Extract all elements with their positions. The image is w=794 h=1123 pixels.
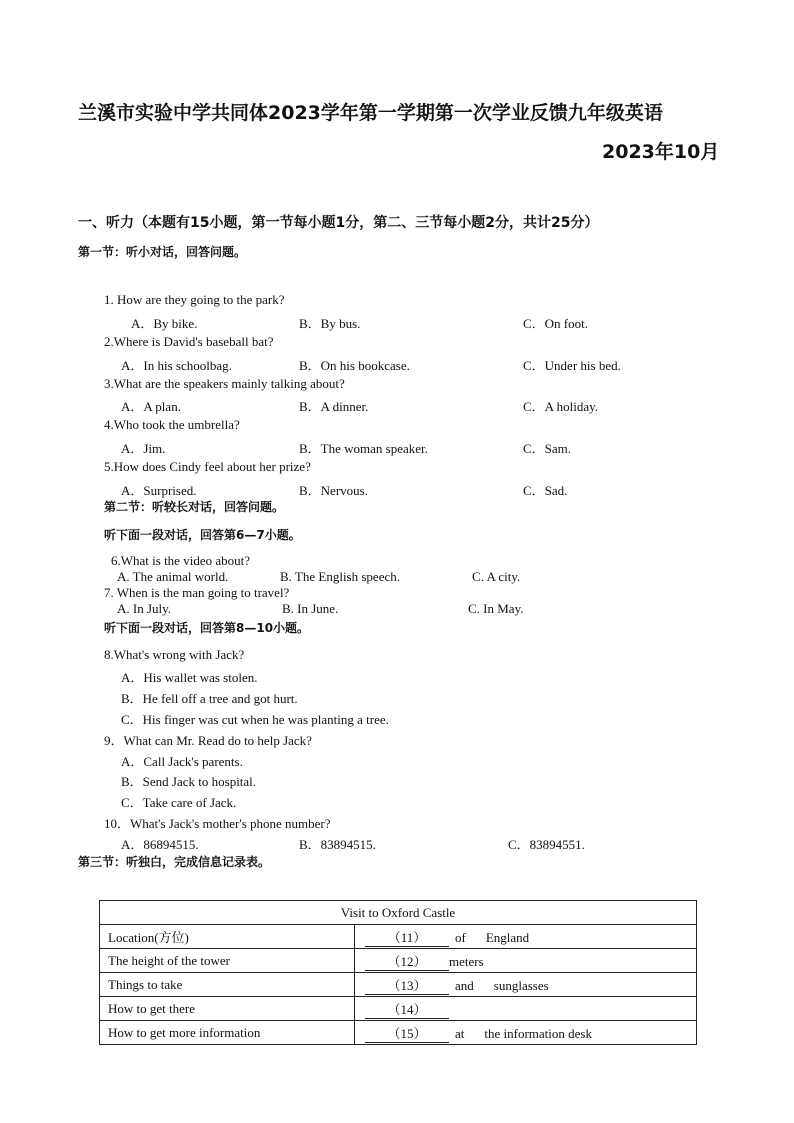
row-text: meters: [449, 953, 484, 969]
row-label: How to get more information: [100, 1021, 355, 1045]
info-record-table: [99, 900, 697, 1045]
table-row: [100, 949, 697, 973]
question-4-option-b[interactable]: B．The woman speaker.: [299, 441, 428, 456]
row-label: The height of the tower: [100, 949, 355, 973]
table-row: [100, 997, 697, 1021]
question-8-option-a[interactable]: A．His wallet was stolen.: [121, 670, 258, 685]
answer-blank-12[interactable]: （12）: [365, 951, 449, 971]
question-3-stem: 3.What are the speakers mainly talking about?: [104, 376, 345, 391]
table-caption-row: [100, 901, 697, 925]
question-5-option-c[interactable]: C．Sad.: [523, 483, 568, 498]
question-9-option-c[interactable]: C．Take care of Jack.: [121, 795, 237, 810]
question-7-stem: 7. When is the man going to travel?: [104, 585, 290, 600]
question-2-option-c[interactable]: C．Under his bed.: [523, 358, 621, 373]
row-answer-cell: [355, 997, 697, 1021]
row-text: of: [455, 929, 466, 945]
row-text: and: [455, 977, 474, 993]
question-7-option-b[interactable]: B. In June.: [282, 601, 339, 616]
section-heading: 一、听力（本题有15小题，第一节每小题1分，第二、三节每小题2分，共计25分）: [78, 215, 599, 231]
part2-intro-6-7: 听下面一段对话，回答第6—7小题。: [104, 528, 301, 542]
question-3-option-c[interactable]: C．A holiday.: [523, 399, 598, 414]
table-row: [100, 973, 697, 997]
question-2-option-b[interactable]: B．On his bookcase.: [299, 358, 410, 373]
question-7-option-c[interactable]: C. In May.: [468, 601, 524, 616]
question-1-option-c[interactable]: C．On foot.: [523, 316, 589, 331]
part2-intro-8-10: 听下面一段对话，回答第8—10小题。: [104, 621, 310, 635]
question-10-option-c[interactable]: C．83894551.: [508, 837, 585, 852]
exam-date: 2023年10月: [602, 141, 720, 163]
question-5-option-b[interactable]: B．Nervous.: [299, 483, 368, 498]
question-8-stem: 8.What's wrong with Jack?: [104, 647, 245, 662]
page-title: 兰溪市实验中学共同体2023学年第一学期第一次学业反馈九年级英语: [78, 102, 663, 124]
question-4-stem: 4.Who took the umbrella?: [104, 417, 240, 432]
row-label: Location(方位): [100, 925, 355, 949]
question-7-option-a[interactable]: A. In July.: [117, 601, 172, 616]
row-text: sunglasses: [493, 977, 549, 993]
row-answer-cell: [355, 1021, 697, 1045]
part1-heading: 第一节：听小对话，回答问题。: [78, 245, 247, 259]
question-1-option-b[interactable]: B．By bus.: [299, 316, 361, 331]
question-8-option-b[interactable]: B．He fell off a tree and got hurt.: [121, 691, 298, 706]
question-9-option-a[interactable]: A．Call Jack's parents.: [121, 754, 243, 769]
question-3-option-b[interactable]: B．A dinner.: [299, 399, 369, 414]
question-3-option-a[interactable]: A．A plan.: [121, 399, 181, 414]
row-text: the information desk: [484, 1025, 592, 1041]
table-row: [100, 925, 697, 949]
row-answer-cell: [355, 949, 697, 973]
answer-blank-13[interactable]: （13）: [365, 975, 449, 995]
row-text: England: [485, 929, 530, 945]
question-10-option-b[interactable]: B．83894515.: [299, 837, 376, 852]
question-6-option-c[interactable]: C. A city.: [472, 569, 521, 584]
row-label: How to get there: [100, 997, 355, 1021]
answer-blank-15[interactable]: （15）: [365, 1023, 449, 1043]
row-text: at: [455, 1025, 465, 1041]
question-4-option-a[interactable]: A．Jim.: [121, 441, 166, 456]
answer-blank-14[interactable]: （14）: [365, 999, 449, 1019]
row-answer-cell: [355, 925, 697, 949]
question-10-stem: 10．What's Jack's mother's phone number?: [104, 816, 331, 831]
question-6-option-b[interactable]: B. The English speech.: [280, 569, 400, 584]
question-5-option-a[interactable]: A．Surprised.: [121, 483, 197, 498]
question-10-option-a[interactable]: A．86894515.: [121, 837, 199, 852]
question-1-stem: 1. How are they going to the park?: [104, 292, 285, 307]
question-1-option-a[interactable]: A．By bike.: [131, 316, 198, 331]
question-4-option-c[interactable]: C．Sam.: [523, 441, 572, 456]
question-6-stem: 6.What is the video about?: [111, 553, 250, 568]
table-caption: Visit to Oxford Castle: [100, 901, 697, 925]
row-answer-cell: [355, 973, 697, 997]
question-6-option-a[interactable]: A. The animal world.: [117, 569, 229, 584]
question-9-stem: 9．What can Mr. Read do to help Jack?: [104, 733, 312, 748]
answer-blank-11[interactable]: （11）: [365, 927, 449, 947]
question-2-stem: 2.Where is David's baseball bat?: [104, 334, 274, 349]
part3-heading: 第三节：听独白，完成信息记录表。: [78, 855, 271, 869]
question-9-option-b[interactable]: B．Send Jack to hospital.: [121, 774, 257, 789]
table-row: [100, 1021, 697, 1045]
question-2-option-a[interactable]: A．In his schoolbag.: [121, 358, 232, 373]
row-label: Things to take: [100, 973, 355, 997]
part2-heading: 第二节：听较长对话，回答问题。: [104, 500, 285, 514]
question-8-option-c[interactable]: C．His finger was cut when he was planting a tree.: [121, 712, 389, 727]
question-5-stem: 5.How does Cindy feel about her prize?: [104, 459, 311, 474]
